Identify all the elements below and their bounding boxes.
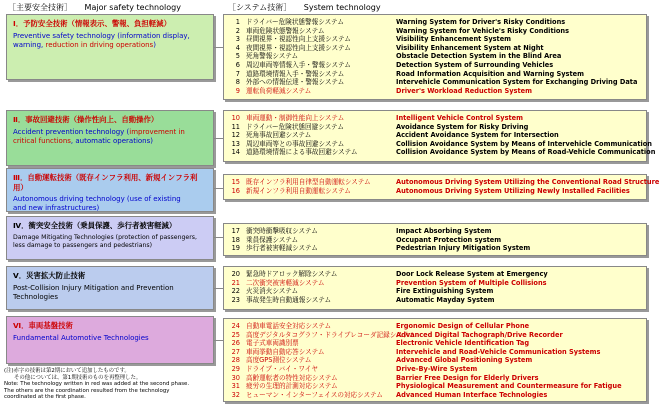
system-row: [228, 35, 642, 44]
system-list-preventive: [223, 14, 647, 100]
system-number: 25: [231, 330, 240, 339]
system-name-ja: 事故発生時自動通報システム: [246, 295, 332, 304]
system-row: [228, 356, 642, 365]
system-name-ja: 既存インフラ利用自律型自動運転システム: [246, 178, 371, 186]
system-number: 1: [235, 18, 240, 26]
system-name-en: Impact Absorbing System: [396, 227, 492, 235]
system-name-ja: 高度GPS測位システム: [246, 356, 312, 365]
system-number: 23: [231, 295, 240, 304]
system-name-ja: 外部への情報伝達・警報システム: [246, 78, 345, 87]
major-tech-header-ja: ［主要安全技術］: [8, 3, 72, 12]
category-title-ja: Ⅳ．衝突安全技術（乗員保護、歩行者被害軽減）: [13, 221, 177, 230]
system-name-en: Ergonomic Design of Cellular Phone: [396, 322, 530, 330]
connector-line: [214, 47, 223, 48]
system-name-en: Automatic Mayday System: [396, 295, 495, 304]
system-name-ja: 夜間視界・視認性向上支援システム: [246, 43, 351, 52]
system-row: [228, 296, 642, 305]
connector-line: [214, 138, 223, 139]
system-name-ja: 死角事故回避システム: [246, 131, 312, 140]
connector-line: [214, 288, 223, 289]
system-row: [228, 178, 659, 187]
system-name-en: Pedestrian Injury Mitigation System: [396, 244, 531, 253]
system-number: 27: [231, 347, 240, 356]
system-row: [228, 148, 656, 157]
system-name-ja: ドライバー危険状態回避システム: [246, 122, 344, 131]
category-title-en: Post-Collision Injury Mitigation and Prevention Technologies: [13, 283, 174, 301]
system-number: 18: [231, 235, 240, 244]
system-number: 12: [231, 131, 240, 140]
footnote: [4, 368, 216, 401]
system-name-ja: ヒューマン・インターフェイスの対応システム: [246, 390, 383, 399]
system-row: [228, 114, 642, 123]
system-name-ja: 自動車電話安全対応システム: [246, 322, 332, 330]
system-name-en: Advanced Digital Tachograph/Drive Recorder: [396, 330, 563, 339]
category-fundamental: [6, 316, 214, 364]
system-number: 21: [231, 278, 240, 287]
major-tech-header-en: Major safety technology: [84, 3, 181, 12]
system-row: [228, 365, 642, 374]
system-number: 19: [231, 244, 240, 253]
system-name-ja: 高度デジタルタコグラフ・ドライブレコーダ記録システム: [246, 330, 416, 339]
system-number: 26: [231, 339, 240, 348]
system-name-en: Warning System for Vehicle's Risky Conditions: [396, 26, 570, 35]
footnote-ja-2: その他については、第1期技術のものを再整理した。: [14, 374, 142, 381]
system-name-ja: 歩行者被害軽減システム: [246, 244, 318, 253]
system-row: [228, 18, 642, 27]
system-name-en: Obstacle Detection System in the Blind Area: [396, 52, 562, 61]
footnote-ja-1: (注)赤字の技術は第2期において追加したものです。: [4, 368, 130, 374]
category-title-ja: Ⅰ．予防安全技術（情報表示、警報、負担軽減）: [13, 19, 171, 28]
category-preventive: [6, 14, 214, 80]
category-title-en: Autonomous driving technology (use of existing and new infrastructures): [13, 195, 181, 213]
system-number: 32: [231, 390, 240, 399]
system-name-en: Road Information Acquisition and Warning System: [396, 69, 584, 78]
system-row: [228, 382, 642, 391]
system-list-fundamental: [223, 318, 647, 402]
category-damage-mitigating: [6, 216, 214, 260]
system-name-en: Collision Avoidance System by Means of Road-Vehicle Communication: [396, 148, 656, 157]
system-number: 8: [235, 78, 240, 87]
system-name-en: Fire Extinguishing System: [396, 287, 494, 296]
system-name-en: Autonomous Driving System Utilizing Newly Installed Facilities: [396, 186, 630, 195]
system-row: [228, 187, 642, 196]
system-row: [228, 287, 642, 296]
system-name-ja: 新規インフラ利用自動運転システム: [246, 186, 351, 195]
system-row: [228, 322, 642, 331]
system-number: 24: [231, 322, 240, 330]
system-list-post-collision: [223, 266, 647, 310]
system-row: [228, 339, 642, 348]
system-name-en: Intelligent Vehicle Control System: [396, 114, 524, 122]
system-name-ja: 運転負荷軽減システム: [246, 86, 312, 95]
system-name-en: Collision Avoidance System by Means of Intervehicle Communication: [396, 139, 652, 148]
system-row: [228, 78, 642, 87]
system-name-en: Door Lock Release System at Emergency: [396, 270, 548, 278]
category-title-ja: Ⅴ．災害拡大防止技術: [13, 271, 86, 280]
system-number: 30: [231, 373, 240, 382]
connector-line: [214, 340, 223, 341]
major-tech-header: [8, 2, 181, 13]
system-number: 5: [235, 52, 240, 61]
system-row: [228, 123, 642, 132]
system-row: [228, 70, 642, 79]
system-name-en: Barrier Free Design for Elderly Drivers: [396, 373, 539, 382]
system-name-ja: 周辺車両等との事故回避システム: [246, 139, 345, 148]
system-list-damage-mitigating: [223, 223, 647, 256]
system-name-en: Avoidance System for Risky Driving: [396, 122, 529, 131]
system-name-ja: ドライバー危険状態警報システム: [246, 18, 344, 26]
system-name-en: Occupant Protection system: [396, 235, 502, 244]
category-post-collision: [6, 266, 214, 310]
system-list-accident-prevention: [223, 110, 656, 162]
system-name-ja: 二次衝突被害軽減システム: [246, 278, 325, 287]
system-number: 31: [231, 382, 240, 391]
system-name-ja: 周辺車両等情報入手・警報システム: [246, 60, 351, 69]
system-name-en: Prevention System of Multiple Collisions: [396, 278, 547, 287]
footnote-en-1: Note: The technology written in red was added at the second phase.: [4, 381, 190, 388]
category-title-en: Fundamental Automotive Technologies: [13, 333, 149, 342]
system-tech-header-en: System technology: [303, 3, 381, 12]
system-name-ja: 火災消火システム: [246, 287, 299, 296]
system-number: 13: [231, 139, 240, 148]
category-autonomous-driving: [6, 168, 214, 212]
system-number: 17: [231, 227, 240, 235]
system-number: 28: [231, 356, 240, 365]
footnote-en-3: coordinated at the first phase.: [4, 394, 86, 401]
system-name-ja: 昼間視界・視認性向上支援システム: [246, 35, 351, 44]
footnote-en-2: The others are the coordination resulted from the technology: [4, 387, 170, 394]
system-number: 22: [231, 287, 240, 296]
system-number: 4: [235, 43, 240, 52]
system-number: 15: [231, 178, 240, 186]
system-name-ja: 衝突時衝撃吸収システム: [246, 227, 318, 235]
system-name-ja: 疲労の生理的計測対応システム: [246, 382, 338, 391]
system-name-en: Intervehicle and Road-Vehicle Communication Systems: [396, 347, 601, 356]
system-row: [228, 270, 642, 279]
category-title-ja: Ⅱ．事故回避技術（操作性向上、自動操作）: [13, 115, 159, 124]
system-name-ja: 道路環境情報入手・警報システム: [246, 69, 345, 78]
system-name-ja: 高齢運転者の特性対応システム: [246, 373, 338, 382]
system-list-autonomous-driving: [223, 174, 659, 200]
system-number: 9: [235, 86, 240, 95]
system-name-en: Detection System of Surrounding Vehicles: [396, 60, 554, 69]
system-name-ja: 車両挙動自動応答システム: [246, 347, 325, 356]
system-number: 20: [231, 270, 240, 278]
category-title-en: Accident prevention technology (improvement in critical functions, automatic operations): [13, 127, 185, 145]
connector-line: [214, 237, 223, 238]
system-name-ja: 乗員保護システム: [246, 235, 299, 244]
system-name-en: Visibility Enhancement System: [396, 35, 512, 44]
system-name-en: Autonomous Driving System Utilizing the Conventional Road Structure: [396, 178, 659, 186]
system-name-en: Electronic Vehicle Identification Tag: [396, 339, 530, 348]
system-row: [228, 374, 642, 383]
system-row: [228, 391, 642, 400]
system-number: 11: [231, 122, 240, 131]
system-row: [228, 131, 642, 140]
system-row: [228, 244, 642, 253]
system-name-ja: 車両運動・制御性能向上システム: [246, 114, 345, 122]
system-name-ja: ドライブ・バイ・ワイヤ: [246, 364, 318, 373]
system-number: 2: [235, 26, 240, 35]
system-number: 6: [235, 60, 240, 69]
system-name-en: Physiological Measurement and Countermeasure for Fatigue: [396, 382, 622, 391]
system-row: [228, 87, 642, 96]
system-number: 16: [231, 186, 240, 195]
system-row: [228, 236, 642, 245]
system-row: [228, 61, 642, 70]
system-name-en: Driver's Workload Reduction System: [396, 86, 532, 95]
system-number: 3: [235, 35, 240, 44]
system-name-en: Intervehicle Communication System for Exchanging Driving Data: [396, 78, 638, 87]
system-name-en: Advanced Global Positioning System: [396, 356, 533, 365]
category-accident-prevention: [6, 110, 214, 166]
system-number: 29: [231, 364, 240, 373]
system-name-ja: 死角警報システム: [246, 52, 299, 61]
category-title-en: Damage Mitigating Technologies (protection of passengers, less damage to passengers and pedestrians): [13, 233, 197, 249]
system-name-en: Advanced Human Interface Technologies: [396, 390, 548, 399]
system-name-ja: 車両危険状態警報システム: [246, 26, 325, 35]
system-row: [228, 227, 642, 236]
system-name-en: Visibility Enhancement System at Night: [396, 43, 544, 52]
category-title-ja: Ⅲ．自動運転技術（既存インフラ利用、新規インフラ利用）: [13, 173, 198, 192]
system-row: [228, 279, 642, 288]
system-number: 10: [231, 114, 240, 122]
system-name-en: Drive-By-Wire System: [396, 364, 478, 373]
system-name-ja: 電子式車両識別票: [246, 339, 299, 348]
system-tech-header: [228, 2, 381, 13]
category-title-en: Preventive safety technology (information display, warning, reduction in driving operations): [13, 31, 190, 49]
system-name-ja: 緊急時ドアロック解除システム: [246, 270, 338, 278]
system-row: [228, 27, 642, 36]
category-title-ja: Ⅵ．車両基盤技術: [13, 321, 73, 330]
system-name-en: Warning System for Driver's Risky Conditions: [396, 18, 566, 26]
system-row: [228, 331, 642, 340]
system-number: 7: [235, 69, 240, 78]
connector-line: [214, 188, 223, 189]
system-name-ja: 道路環境情報による事故回避システム: [246, 148, 358, 157]
system-row: [228, 52, 642, 61]
system-name-en: Accident Avoidance System for Intersection: [396, 131, 559, 140]
system-tech-header-ja: ［システム技術］: [228, 3, 292, 12]
system-number: 14: [231, 148, 240, 157]
